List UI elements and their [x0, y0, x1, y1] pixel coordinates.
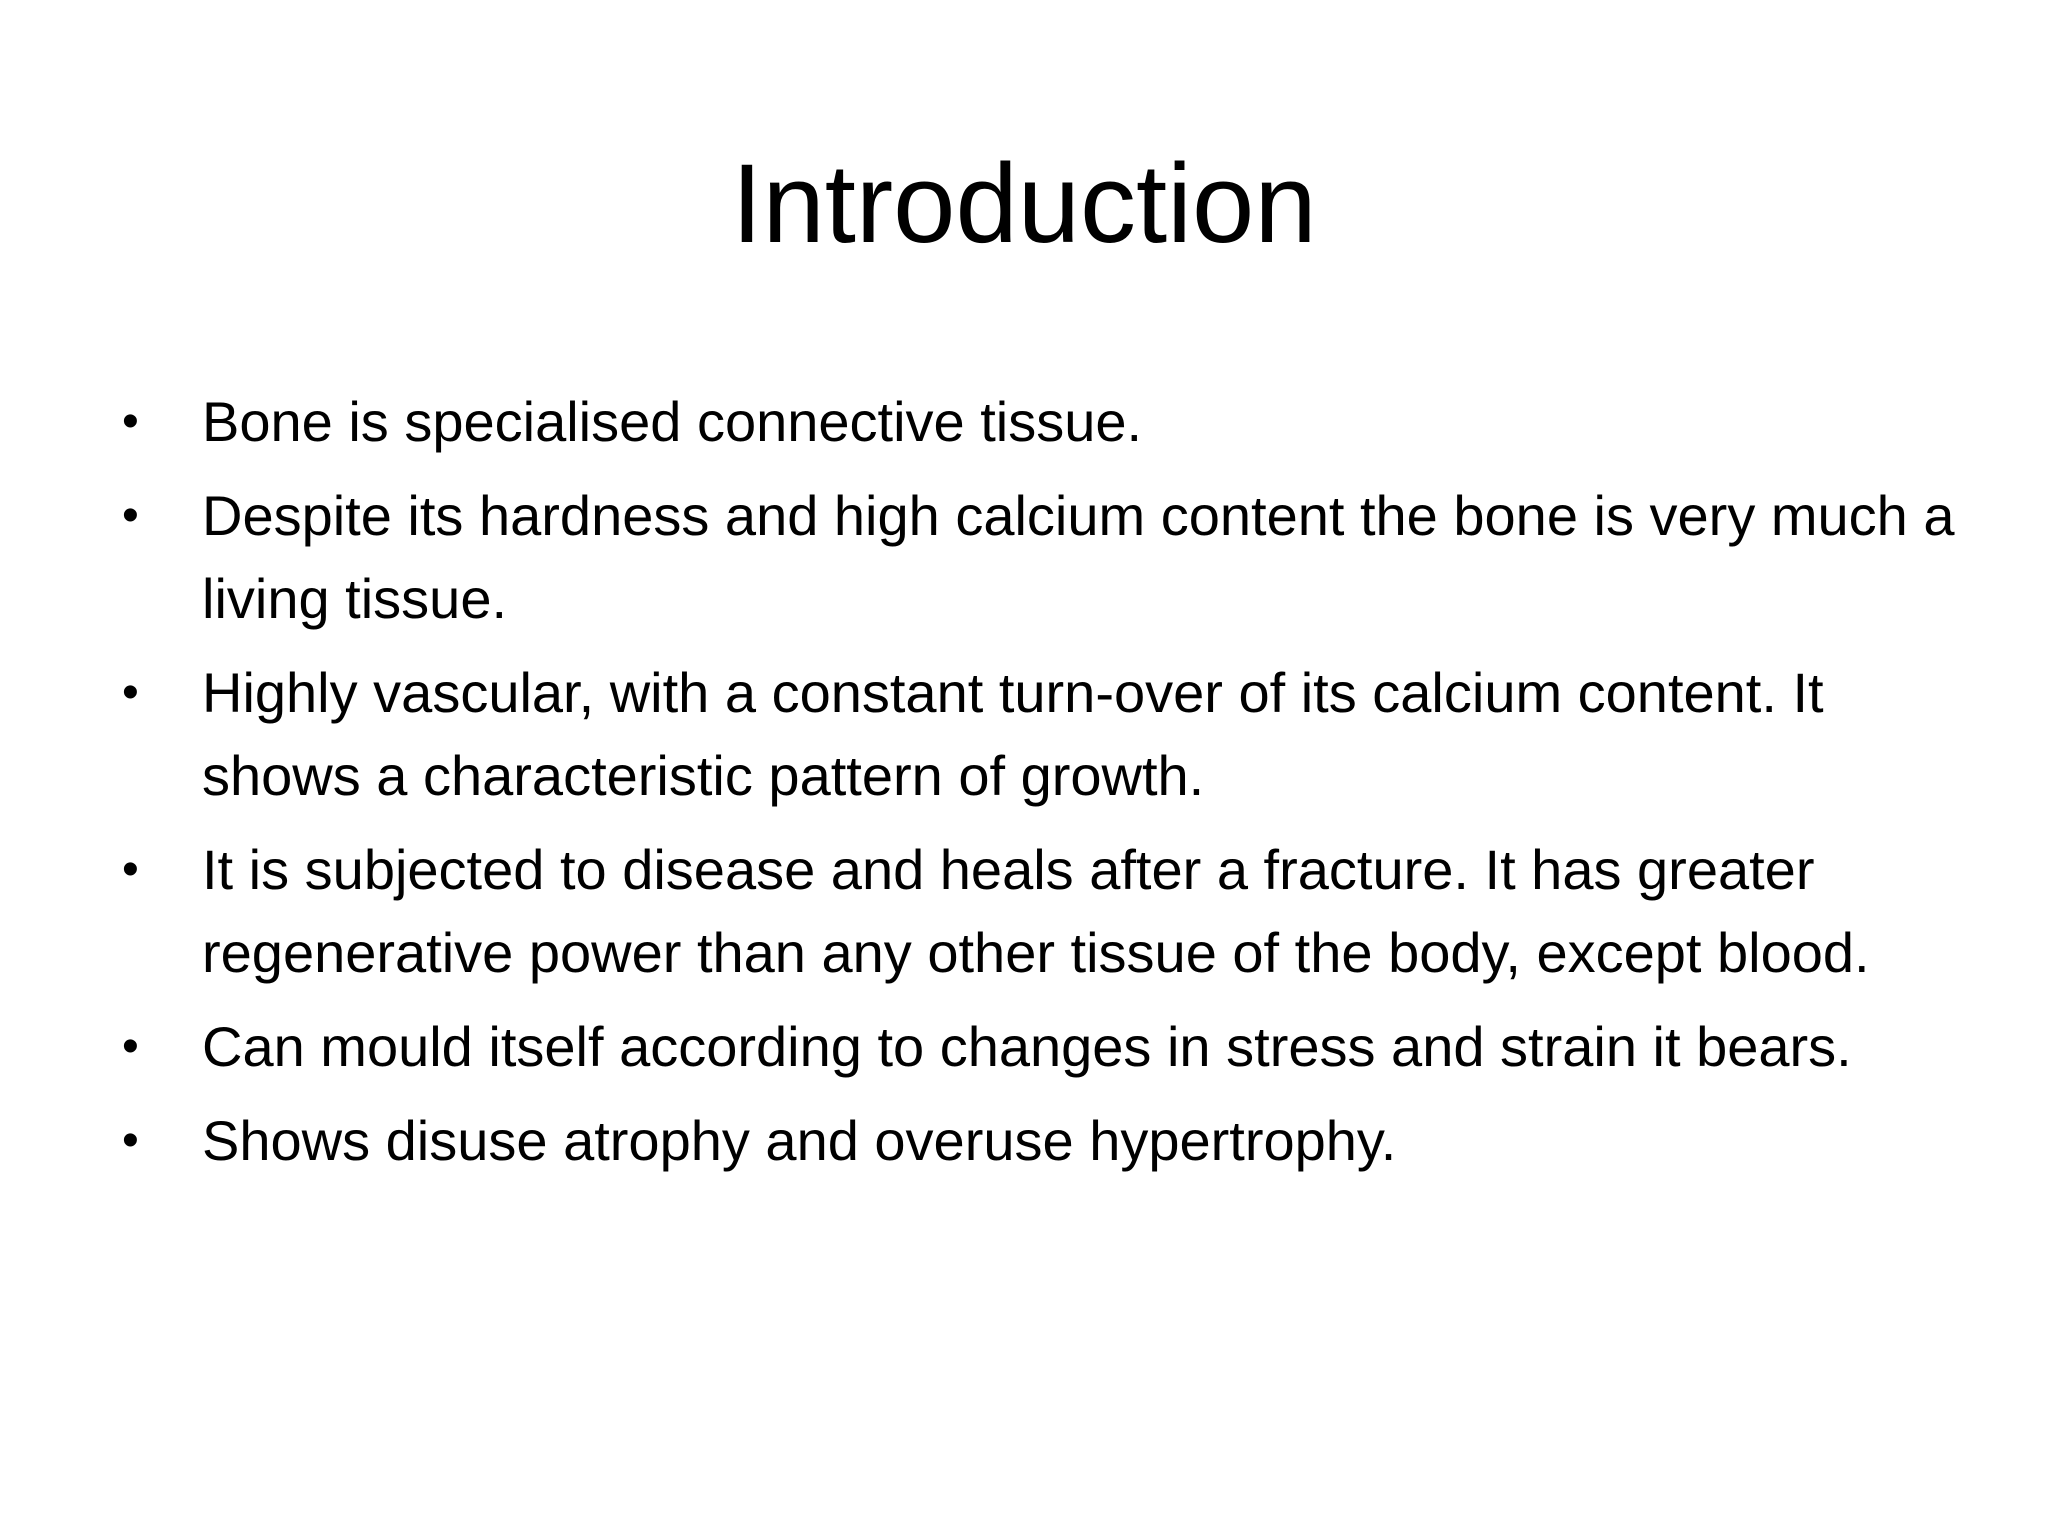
bullet-item [122, 474, 1962, 640]
bullet-item [122, 828, 1962, 994]
slide-title: Introduction [731, 141, 1317, 266]
bullet-icon: • [122, 843, 139, 896]
bullet-item [122, 651, 1962, 817]
bullet-text: It is subjected to disease and heals after a fracture. It has greater regenerative power than any other tissue of the body, except blood. [202, 838, 1870, 984]
bullet-text: Shows disuse atrophy and overuse hypertrophy. [202, 1109, 1397, 1172]
bullet-text: Bone is specialised connective tissue. [202, 390, 1143, 453]
bullet-icon: • [122, 395, 139, 448]
bullet-icon: • [122, 1020, 139, 1073]
bullet-text: Highly vascular, with a constant turn-over of its calcium content. It shows a characteristic pattern of growth. [202, 661, 1824, 807]
bullet-text: Despite its hardness and high calcium content the bone is very much a living tissue. [202, 484, 1955, 630]
bullet-item [122, 1005, 1962, 1088]
bullet-item [122, 1099, 1962, 1182]
bullet-icon: • [122, 666, 139, 719]
bullet-icon: • [122, 489, 139, 542]
bullet-item [122, 380, 1962, 463]
bullet-icon: • [122, 1114, 139, 1167]
bullet-list [122, 380, 1962, 1193]
bullet-text: Can mould itself according to changes in stress and strain it bears. [202, 1015, 1852, 1078]
